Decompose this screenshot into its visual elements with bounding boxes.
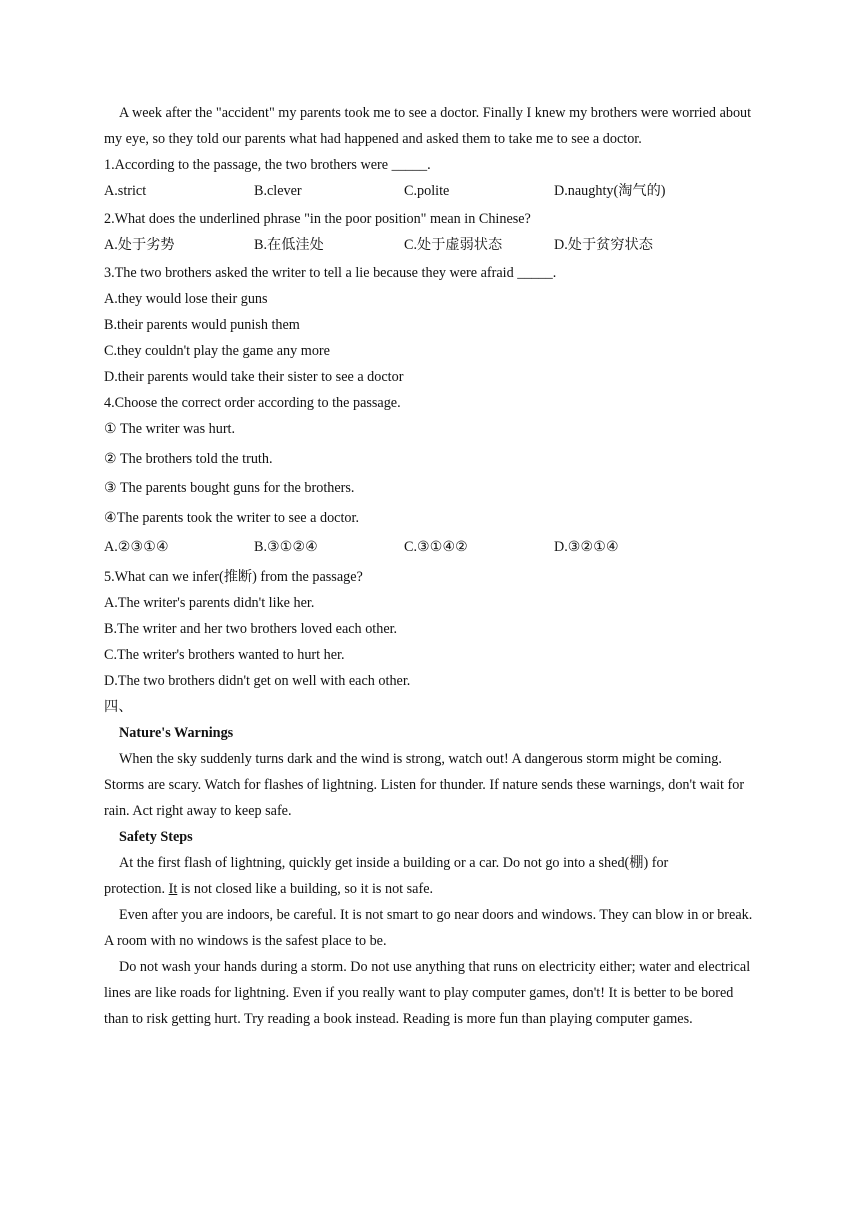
question-4-stem: 4.Choose the correct order according to the passage. <box>104 395 401 411</box>
question-3-stem: 3.The two brothers asked the writer to tell a lie because they were afraid _____. <box>104 265 557 281</box>
section-title: Nature's Warnings <box>119 724 234 741</box>
option-b: B.在低洼处 <box>254 237 324 253</box>
paragraph-4: Do not wash your hands during a storm. Do not use anything that runs on electricity either; water and electrical lines are like roads for lightning. Even if you really want to play computer games, don't! It is better to be bored than to risk getting hurt. Try reading a book instead. Reading is more fun than playing computer games. <box>104 958 751 1027</box>
paragraph-2-text: is not closed like a building, so it is not safe. <box>177 880 434 897</box>
paragraph-2-line-1: At the first flash of lightning, quickly get inside a building or a car. Do not go into a shed(棚) for <box>119 854 669 871</box>
option-d: D.their parents would take their sister to see a doctor <box>104 369 404 385</box>
question-1-stem: 1.According to the passage, the two brothers were _____. <box>104 157 431 173</box>
paragraph-3: Even after you are indoors, be careful. It is not smart to go near doors and windows. They can blow in or break. A room with no windows is the safest place to be. <box>104 906 753 949</box>
order-item-4: ④The parents took the writer to see a doctor. <box>104 509 360 526</box>
underlined-word: It <box>168 880 178 897</box>
option-c: C.The writer's brothers wanted to hurt her. <box>104 646 345 663</box>
paragraph-1: When the sky suddenly turns dark and the wind is strong, watch out! A dangerous storm might be coming. Storms are scary. Watch for flashes of lightning. Listen for thunder. If nature sends these warnings, don't wait for rain. Act right away to keep safe. <box>104 750 745 819</box>
option-c: C.处于虚弱状态 <box>404 237 503 253</box>
passage-paragraph: A week after the "accident" my parents took me to see a doctor. Finally I knew my brothers were worried about my eye, so they told our parents what had happened and asked them to take me to see a doctor. <box>104 105 752 147</box>
option-b: B.The writer and her two brothers loved each other. <box>104 620 398 637</box>
question-4-options <box>104 534 760 564</box>
question-2-stem: 2.What does the underlined phrase "in the poor position" mean in Chinese? <box>104 211 531 227</box>
question-5-stem: 5.What can we infer(推断) from the passage? <box>104 568 363 585</box>
question-2-options <box>104 232 760 260</box>
option-d: D.The two brothers didn't get on well with each other. <box>104 672 411 689</box>
section-number: 四、 <box>104 698 133 715</box>
option-a: A.they would lose their guns <box>104 291 268 307</box>
option-d: D.③②①④ <box>554 539 619 555</box>
option-b: B.③①②④ <box>254 539 318 555</box>
option-b: B.clever <box>254 183 302 199</box>
order-item-2: ② The brothers told the truth. <box>104 450 273 467</box>
option-c: C.③①④② <box>404 539 468 555</box>
order-item-3: ③ The parents bought guns for the brothers. <box>104 480 355 496</box>
question-1-options <box>104 178 760 206</box>
option-b: B.their parents would punish them <box>104 317 300 333</box>
option-a: A.②③①④ <box>104 539 169 555</box>
option-d: D.处于贫穷状态 <box>554 237 653 253</box>
option-a: A.strict <box>104 183 147 199</box>
option-c: C.they couldn't play the game any more <box>104 343 330 359</box>
option-a: A.The writer's parents didn't like her. <box>104 594 315 611</box>
option-a: A.处于劣势 <box>104 237 175 253</box>
paragraph-2-text: protection. <box>104 880 169 897</box>
paragraph-2-line-2 <box>104 876 760 902</box>
option-c: C.polite <box>404 183 450 199</box>
option-d: D.naughty(淘气的) <box>554 183 666 199</box>
order-item-1: ① The writer was hurt. <box>104 421 236 437</box>
section-subtitle: Safety Steps <box>119 828 193 845</box>
